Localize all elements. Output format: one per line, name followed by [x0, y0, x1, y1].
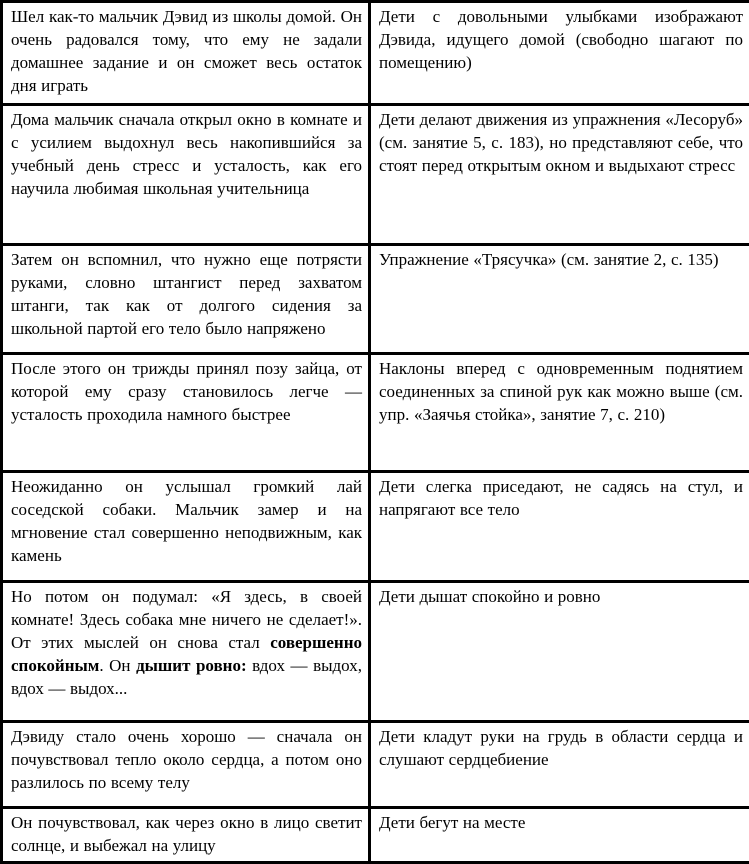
story-cell: Неожиданно он услышал громкий лай соседской собаки. Мальчик замер и на мгновение стал совершенно неподвижным, как камень [2, 472, 370, 582]
table-row [2, 472, 749, 582]
action-cell: Наклоны вперед с одновременным поднятием соединенных за спиной рук как можно выше (см. упр. «Заячья стойка», занятие 7, с. 210) [370, 354, 749, 472]
story-cell: Затем он вспомнил, что нужно еще потрясти руками, словно штангист перед захватом штанги, так как от долгого сидения за школьной партой его тело было напряжено [2, 245, 370, 354]
table-row [2, 245, 749, 354]
story-text-bold-segment: дышит ровно: [136, 656, 247, 675]
table-row [2, 582, 749, 722]
story-cell: Дэвиду стало очень хорошо — сначала он почувствовал тепло около сердца, а потом оно разлилось по всему телу [2, 722, 370, 808]
table-row [2, 722, 749, 808]
action-cell: Дети слегка приседают, не садясь на стул, и напрягают все тело [370, 472, 749, 582]
story-text-bold-segment: совершенно спокойным [11, 633, 362, 675]
story-text-segment: вдох — выдох, вдох — выдох... [11, 656, 362, 698]
story-cell: Дома мальчик сначала открыл окно в комнате и с усилием выдохнул весь накопившийся за учебный день стресс и усталость, как его научила любимая школьная учительница [2, 105, 370, 245]
action-cell: Дети делают движения из упражнения «Лесоруб» (см. занятие 5, с. 183), но представляют себе, что стоят перед открытым окном и выдыхают стресс [370, 105, 749, 245]
table-row [2, 2, 749, 105]
story-text-segment: Но потом он подумал: «Я здесь, в своей комнате! Здесь собака мне ничего не сделает!». От этих мыслей он снова стал [11, 587, 362, 652]
story-cell [2, 582, 370, 722]
action-cell: Дети кладут руки на грудь в области сердца и слушают сердцебиение [370, 722, 749, 808]
table-row [2, 105, 749, 245]
table-row [2, 354, 749, 472]
action-cell: Упражнение «Трясучка» (см. занятие 2, с. 135) [370, 245, 749, 354]
action-cell: Дети с довольными улыбками изображают Дэвида, идущего домой (свободно шагают по помещению) [370, 2, 749, 105]
story-cell: Шел как-то мальчик Дэвид из школы домой. Он очень радовался тому, что ему не задали домашнее задание и он сможет весь остаток дня играть [2, 2, 370, 105]
story-text-segment: . Он [99, 656, 136, 675]
action-cell: Дети дышат спокойно и ровно [370, 582, 749, 722]
action-cell: Дети бегут на месте [370, 808, 749, 863]
table-row [2, 808, 749, 863]
story-cell: После этого он трижды принял позу зайца, от которой ему сразу становилось легче — усталость проходила намного быстрее [2, 354, 370, 472]
story-cell: Он почувствовал, как через окно в лицо светит солнце, и выбежал на улицу [2, 808, 370, 863]
